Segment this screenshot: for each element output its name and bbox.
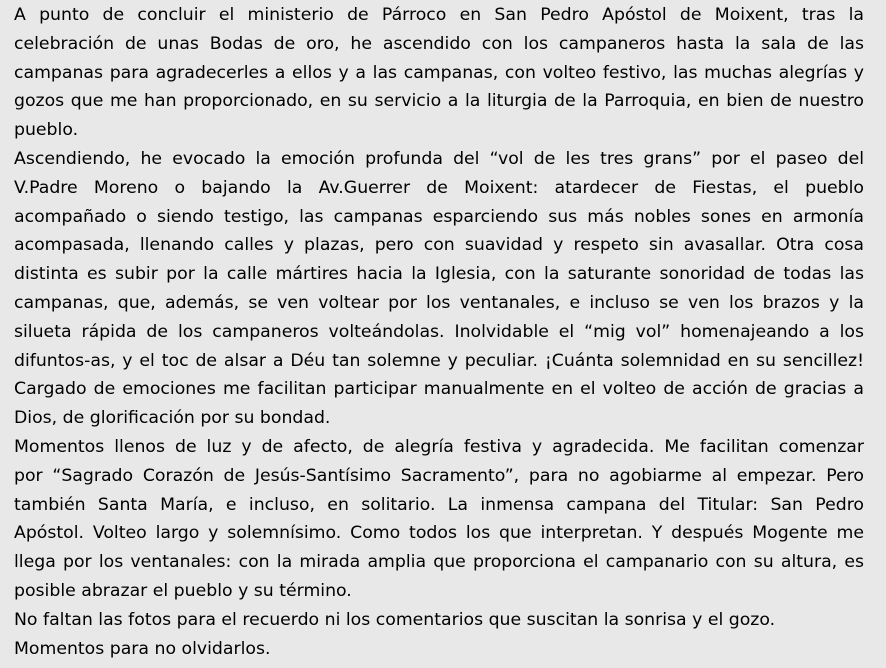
text-line: Apóstol. Volteo largo y solemnísimo. Como todos los que interpretan. Y después Mogente me: [14, 523, 864, 544]
text-line: acompañado o siendo testigo, las campanas esparciendo sus más nobles sones en armonía: [14, 206, 864, 227]
paragraph-3: [14, 433, 864, 606]
text-line: Momentos para no olvidarlos.: [14, 638, 271, 659]
text-line: por “Sagrado Corazón de Jesús-Santísimo Sacramento”, para no agobiarme al empezar. Pero: [14, 465, 864, 486]
text-line: campanas, que, además, se ven voltear por los ventanales, e incluso se ven los brazos y la: [14, 292, 864, 313]
text-line: Cargado de emociones me facilitan participar manualmente en el volteo de acción de gracias a: [14, 379, 864, 400]
text-line: A punto de concluir el ministerio de Párroco en San Pedro Apóstol de Moixent, tras la: [14, 5, 864, 25]
text-line: posible abrazar el pueblo y su término.: [14, 580, 352, 601]
paragraph-4: [14, 606, 864, 664]
text-line: celebración de unas Bodas de oro, he ascendido con los campaneros hasta la sala de las: [14, 33, 864, 54]
text-line: llega por los ventanales: con la mirada amplia que proporciona el campanario con su altura, es: [14, 552, 864, 573]
text-line: No faltan las fotos para el recuerdo ni los comentarios que suscitan la sonrisa y el gozo.: [14, 609, 776, 630]
text-line: campanas para agradecerles a ellos y a las campanas, con volteo festivo, las muchas alegrías y: [14, 62, 864, 83]
text-line: gozos que me han proporcionado, en su servicio a la liturgia de la Parroquia, en bien de nuestro: [14, 91, 864, 112]
text-line: difuntos-as, y el toc de alsar a Déu tan solemne y peculiar. ¡Cuánta solemnidad en su sencillez!: [14, 350, 864, 371]
text-line: pueblo.: [14, 120, 79, 141]
text-line: V.Padre Moreno o bajando la Av.Guerrer de Moixent: atardecer de Fiestas, el pueblo: [14, 177, 864, 198]
text-line: también Santa María, e incluso, en solitario. La inmensa campana del Titular: San Pedro: [14, 494, 864, 515]
text-line: acompasada, llenando calles y plazas, pero con suavidad y respeto sin avasallar. Otra cosa: [14, 235, 864, 256]
paragraph-2: [14, 145, 864, 433]
text-line: Dios, de glorificación por su bondad.: [14, 408, 331, 429]
text-line: silueta rápida de los campaneros volteándolas. Inolvidable el “mig vol” homenajeando a los: [14, 321, 864, 342]
text-line: distinta es subir por la calle mártires hacia la Iglesia, con la saturante sonoridad de todas las: [14, 264, 864, 285]
text-line: Ascendiendo, he evocado la emoción profunda del “vol de les tres grans” por el paseo del: [14, 148, 864, 169]
paragraph-1: [14, 1, 864, 145]
text-line: Momentos llenos de luz y de afecto, de alegría festiva y agradecida. Me facilitan comenzar: [14, 436, 864, 457]
